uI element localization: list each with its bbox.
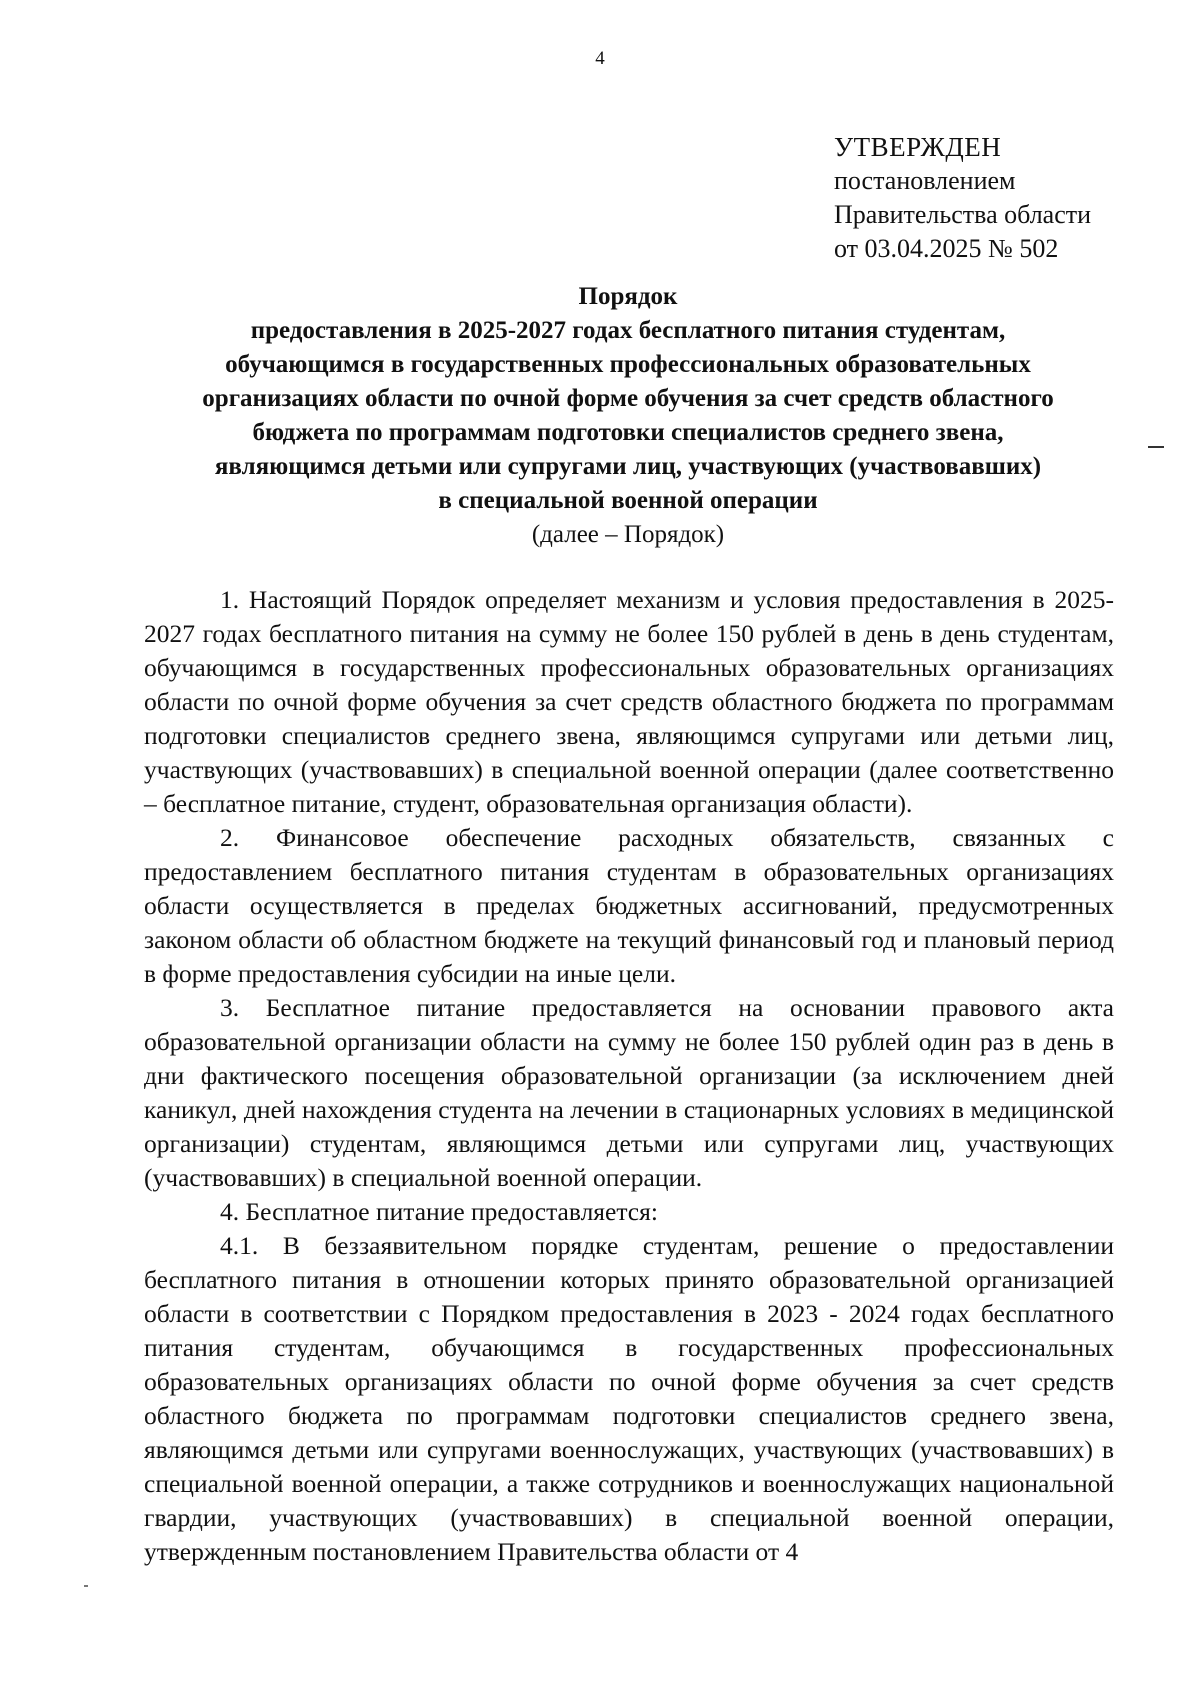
document-body (144, 583, 1114, 1569)
heading-line: являющимся детьми или супругами лиц, участвующих (участвовавших) (214, 453, 1042, 480)
heading-line: бюджета по программам подготовки специалистов среднего звена, (252, 419, 1004, 446)
approval-block (834, 130, 1091, 266)
paragraph: 4.1. В беззаявительном порядке студентам, решение о предоставлении бесплатного питания в отношении которых принято образовательной организацией области в соответствии с Порядком предоставления в 2023 - 2024 годах бесплатного питания студентам, обучающимся в государственных профессиональных образовательных организациях области по очной форме обучения за счет средств областного бюджета по программам подготовки специалистов среднего звена, являющимся детьми или супругами военнослужащих, участвующих (участвовавших) в специальной военной операции, а также сотрудников и военнослужащих национальной гвардии, участвующих (участвовавших) в специальной военной операции, утвержденным постановлением Правительства области от 4 (144, 1231, 1114, 1566)
heading-subtitle: (далее – Порядок) (531, 521, 725, 548)
heading-line: обучающимся в государственных профессиональных образовательных (225, 351, 1031, 378)
page-number: 4 (595, 48, 605, 69)
heading-line: организациях области по очной форме обучения за счет средств областного (202, 385, 1054, 412)
heading-line: в специальной военной операции (438, 487, 818, 514)
paragraph: 3. Бесплатное питание предоставляется на основании правового акта образовательной организации области на сумму не более 150 рублей один раз в день в дни фактического посещения образовательной организации (за исключением дней каникул, дней нахождения студента на лечении в стационарных условиях в медицинской организации) студентам, являющимся детьми или супругами лиц, участвующих (участвовавших) в специальной военной операции. (144, 993, 1114, 1192)
margin-mark (1148, 446, 1164, 448)
paragraph: 4. Бесплатное питание предоставляется: (220, 1197, 658, 1226)
document-title: Порядок (578, 283, 678, 310)
approval-date: от 03.04.2025 № 502 (834, 234, 1059, 263)
approval-title: УТВЕРЖДЕН (834, 132, 1002, 162)
approval-line: постановлением (834, 166, 1016, 195)
paragraph: 1. Настоящий Порядок определяет механизм и условия предоставления в 2025-2027 годах бесплатного питания на сумму не более 150 рублей в день в день студентам, обучающимся в государственных профессиональных образовательных организациях области по очной форме обучения за счет средств областного бюджета по программам подготовки специалистов среднего звена, являющимся супругами или детьми лиц, участвующих (участвовавших) в специальной военной операции (далее соответственно – бесплатное питание, студент, образовательная организация области). (144, 585, 1114, 818)
paragraph: 2. Финансовое обеспечение расходных обязательств, связанных с предоставлением бесплатного питания студентам в образовательных организациях области осуществляется в пределах бюджетных ассигнований, предусмотренных законом области об областном бюджете на текущий финансовый год и плановый период в форме предоставления субсидии на иные цели. (144, 823, 1114, 988)
approval-line: Правительства области (834, 200, 1092, 229)
margin-mark (84, 1585, 88, 1587)
document-heading (140, 280, 1116, 552)
heading-line: предоставления в 2025-2027 годах бесплатного питания студентам, (250, 317, 1006, 344)
